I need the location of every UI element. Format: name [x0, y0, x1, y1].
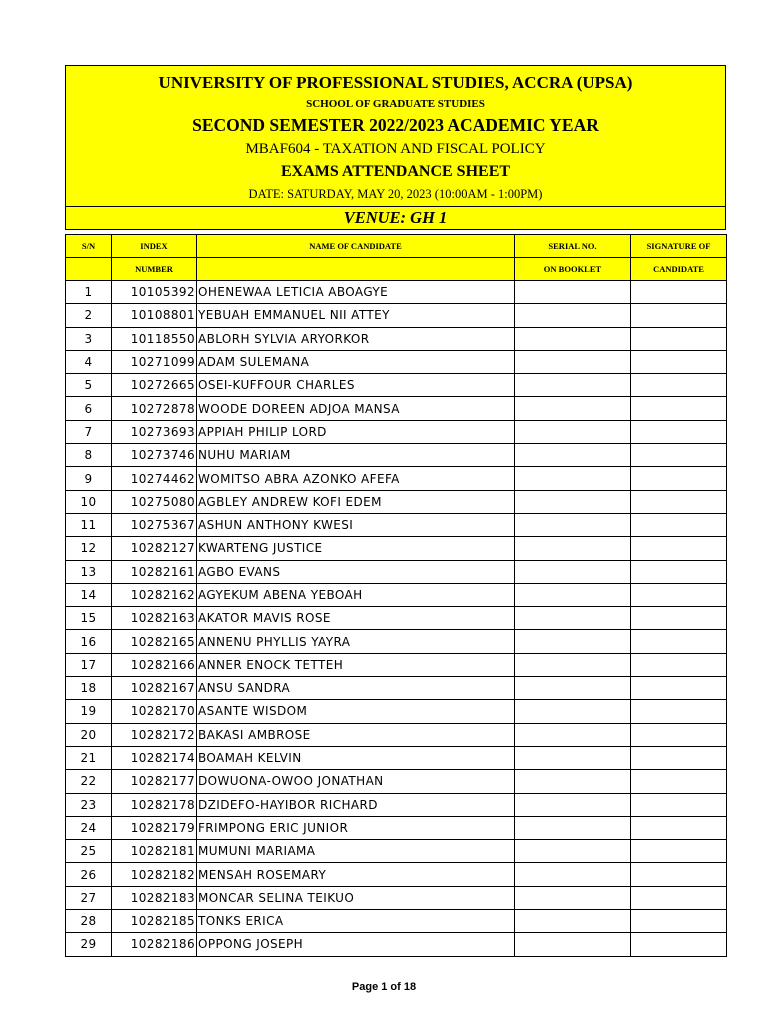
sn-cell: 12	[66, 537, 112, 560]
index-number-cell: 10108801	[112, 304, 197, 327]
table-header-row-2	[66, 258, 727, 281]
university-title: UNIVERSITY OF PROFESSIONAL STUDIES, ACCRA (UPSA)	[158, 73, 633, 92]
table-row	[66, 304, 727, 327]
signature-cell[interactable]	[631, 374, 727, 397]
table-row	[66, 933, 727, 956]
col-serial-header-2: ON BOOKLET	[515, 258, 631, 281]
table-row	[66, 863, 727, 886]
index-number-cell: 10282167	[112, 677, 197, 700]
index-number-cell: 10282166	[112, 653, 197, 676]
index-number-cell: 10282182	[112, 863, 197, 886]
table-row	[66, 420, 727, 443]
table-row	[66, 886, 727, 909]
candidate-name-cell: BAKASI AMBROSE	[197, 723, 515, 746]
index-number-cell: 10105392	[112, 281, 197, 304]
col-index-header-2: NUMBER	[112, 258, 197, 281]
table-row	[66, 397, 727, 420]
attendance-table	[65, 234, 727, 957]
sn-cell: 15	[66, 607, 112, 630]
candidate-name-cell: ASANTE WISDOM	[197, 700, 515, 723]
signature-cell[interactable]	[631, 770, 727, 793]
candidate-name-cell: AKATOR MAVIS ROSE	[197, 607, 515, 630]
sheet-title: EXAMS ATTENDANCE SHEET	[280, 163, 511, 180]
serial-booklet-cell[interactable]	[515, 607, 631, 630]
serial-booklet-cell[interactable]	[515, 583, 631, 606]
sn-cell: 8	[66, 444, 112, 467]
col-serial-header: SERIAL NO.	[515, 235, 631, 258]
table-row	[66, 560, 727, 583]
serial-booklet-cell[interactable]	[515, 770, 631, 793]
signature-cell[interactable]	[631, 513, 727, 536]
table-row	[66, 607, 727, 630]
signature-cell[interactable]	[631, 723, 727, 746]
candidate-name-cell: ABLORH SYLVIA ARYORKOR	[197, 327, 515, 350]
candidate-name-cell: APPIAH PHILIP LORD	[197, 420, 515, 443]
candidate-name-cell: OPPONG JOSEPH	[197, 933, 515, 956]
sn-cell: 5	[66, 374, 112, 397]
candidate-name-cell: AGBLEY ANDREW KOFI EDEM	[197, 490, 515, 513]
signature-cell[interactable]	[631, 350, 727, 373]
candidate-name-cell: OHENEWAA LETICIA ABOAGYE	[197, 281, 515, 304]
index-number-cell: 10274462	[112, 467, 197, 490]
sn-cell: 20	[66, 723, 112, 746]
index-number-cell: 10282172	[112, 723, 197, 746]
sn-cell: 24	[66, 816, 112, 839]
table-row	[66, 281, 727, 304]
serial-booklet-cell[interactable]	[515, 374, 631, 397]
signature-cell[interactable]	[631, 863, 727, 886]
index-number-cell: 10282183	[112, 886, 197, 909]
sn-cell: 4	[66, 350, 112, 373]
serial-booklet-cell[interactable]	[515, 537, 631, 560]
sn-cell: 19	[66, 700, 112, 723]
candidate-name-cell: TONKS ERICA	[197, 910, 515, 933]
signature-cell[interactable]	[631, 816, 727, 839]
sn-cell: 29	[66, 933, 112, 956]
sn-cell: 28	[66, 910, 112, 933]
table-row	[66, 677, 727, 700]
index-number-cell: 10272665	[112, 374, 197, 397]
candidate-name-cell: YEBUAH EMMANUEL NII ATTEY	[197, 304, 515, 327]
sn-cell: 13	[66, 560, 112, 583]
serial-booklet-cell[interactable]	[515, 863, 631, 886]
table-row	[66, 490, 727, 513]
index-number-cell: 10272878	[112, 397, 197, 420]
signature-cell[interactable]	[631, 746, 727, 769]
index-number-cell: 10282127	[112, 537, 197, 560]
candidate-name-cell: WOODE DOREEN ADJOA MANSA	[197, 397, 515, 420]
index-number-cell: 10271099	[112, 350, 197, 373]
col-signature-header-2: CANDIDATE	[631, 258, 727, 281]
candidate-name-cell: FRIMPONG ERIC JUNIOR	[197, 816, 515, 839]
col-index-header: INDEX	[112, 235, 197, 258]
serial-booklet-cell[interactable]	[515, 886, 631, 909]
serial-booklet-cell[interactable]	[515, 560, 631, 583]
signature-cell[interactable]	[631, 327, 727, 350]
serial-booklet-cell[interactable]	[515, 444, 631, 467]
school-name: SCHOOL OF GRADUATE STUDIES	[306, 98, 485, 110]
serial-booklet-cell[interactable]	[515, 910, 631, 933]
index-number-cell: 10282177	[112, 770, 197, 793]
signature-cell[interactable]	[631, 420, 727, 443]
serial-booklet-cell[interactable]	[515, 327, 631, 350]
col-signature-header: SIGNATURE OF	[631, 235, 727, 258]
candidate-name-cell: MONCAR SELINA TEIKUO	[197, 886, 515, 909]
sn-cell: 21	[66, 746, 112, 769]
exam-date: DATE: SATURDAY, MAY 20, 2023 (10:00AM - 1:00PM)	[66, 183, 725, 207]
signature-cell[interactable]	[631, 397, 727, 420]
table-row	[66, 653, 727, 676]
serial-booklet-cell[interactable]	[515, 420, 631, 443]
index-number-cell: 10273746	[112, 444, 197, 467]
serial-booklet-cell[interactable]	[515, 746, 631, 769]
page-number: Page 1 of 18	[351, 981, 417, 993]
sn-cell: 27	[66, 886, 112, 909]
candidate-name-cell: ANSU SANDRA	[197, 677, 515, 700]
sn-cell: 16	[66, 630, 112, 653]
index-number-cell: 10275080	[112, 490, 197, 513]
signature-cell[interactable]	[631, 537, 727, 560]
index-number-cell: 10282170	[112, 700, 197, 723]
signature-cell[interactable]	[631, 630, 727, 653]
index-number-cell: 10282185	[112, 910, 197, 933]
attendance-sheet	[65, 65, 726, 957]
signature-cell[interactable]	[631, 583, 727, 606]
table-row	[66, 444, 727, 467]
serial-booklet-cell[interactable]	[515, 490, 631, 513]
table-row	[66, 374, 727, 397]
table-row	[66, 700, 727, 723]
table-row	[66, 467, 727, 490]
sn-cell: 10	[66, 490, 112, 513]
serial-booklet-cell[interactable]	[515, 513, 631, 536]
sn-cell: 23	[66, 793, 112, 816]
serial-booklet-cell[interactable]	[515, 630, 631, 653]
index-number-cell: 10282165	[112, 630, 197, 653]
serial-booklet-cell[interactable]	[515, 397, 631, 420]
signature-cell[interactable]	[631, 281, 727, 304]
candidate-name-cell: NUHU MARIAM	[197, 444, 515, 467]
signature-cell[interactable]	[631, 840, 727, 863]
venue-label: VENUE: GH 1	[66, 207, 725, 230]
index-number-cell: 10282174	[112, 746, 197, 769]
signature-cell[interactable]	[631, 304, 727, 327]
index-number-cell: 10282161	[112, 560, 197, 583]
table-row	[66, 583, 727, 606]
sn-cell: 18	[66, 677, 112, 700]
signature-cell[interactable]	[631, 910, 727, 933]
serial-booklet-cell[interactable]	[515, 723, 631, 746]
index-number-cell: 10282181	[112, 840, 197, 863]
candidate-name-cell: MUMUNI MARIAMA	[197, 840, 515, 863]
table-row	[66, 327, 727, 350]
candidate-name-cell: ADAM SULEMANA	[197, 350, 515, 373]
candidate-name-cell: ASHUN ANTHONY KWESI	[197, 513, 515, 536]
candidate-name-cell: OSEI-KUFFOUR CHARLES	[197, 374, 515, 397]
table-row	[66, 793, 727, 816]
sn-cell: 11	[66, 513, 112, 536]
candidate-name-cell: AGBO EVANS	[197, 560, 515, 583]
signature-cell[interactable]	[631, 700, 727, 723]
serial-booklet-cell[interactable]	[515, 677, 631, 700]
sn-cell: 1	[66, 281, 112, 304]
index-number-cell: 10282179	[112, 816, 197, 839]
serial-booklet-cell[interactable]	[515, 700, 631, 723]
signature-cell[interactable]	[631, 793, 727, 816]
sn-cell: 26	[66, 863, 112, 886]
signature-cell[interactable]	[631, 677, 727, 700]
signature-cell[interactable]	[631, 933, 727, 956]
sn-cell: 3	[66, 327, 112, 350]
table-header-row	[66, 235, 727, 258]
serial-booklet-cell[interactable]	[515, 840, 631, 863]
index-number-cell: 10282178	[112, 793, 197, 816]
col-name-header-2	[197, 258, 515, 281]
sn-cell: 14	[66, 583, 112, 606]
table-row	[66, 770, 727, 793]
signature-cell[interactable]	[631, 490, 727, 513]
candidate-name-cell: DZIDEFO-HAYIBOR RICHARD	[197, 793, 515, 816]
serial-booklet-cell[interactable]	[515, 304, 631, 327]
table-row	[66, 723, 727, 746]
serial-booklet-cell[interactable]	[515, 281, 631, 304]
serial-booklet-cell[interactable]	[515, 816, 631, 839]
signature-cell[interactable]	[631, 444, 727, 467]
table-row	[66, 816, 727, 839]
index-number-cell: 10282163	[112, 607, 197, 630]
table-row	[66, 537, 727, 560]
sn-cell: 2	[66, 304, 112, 327]
serial-booklet-cell[interactable]	[515, 653, 631, 676]
index-number-cell: 10118550	[112, 327, 197, 350]
index-number-cell: 10282162	[112, 583, 197, 606]
sn-cell: 25	[66, 840, 112, 863]
col-name-header: NAME OF CANDIDATE	[197, 235, 515, 258]
index-number-cell: 10275367	[112, 513, 197, 536]
serial-booklet-cell[interactable]	[515, 793, 631, 816]
candidate-name-cell: DOWUONA-OWOO JONATHAN	[197, 770, 515, 793]
signature-cell[interactable]	[631, 886, 727, 909]
sn-cell: 22	[66, 770, 112, 793]
semester-title: SECOND SEMESTER 2022/2023 ACADEMIC YEAR	[192, 115, 599, 135]
candidate-name-cell: ANNENU PHYLLIS YAYRA	[197, 630, 515, 653]
sheet-header-banner	[65, 65, 726, 230]
sn-cell: 9	[66, 467, 112, 490]
candidate-name-cell: BOAMAH KELVIN	[197, 746, 515, 769]
col-sn-header-2	[66, 258, 112, 281]
table-row	[66, 513, 727, 536]
table-row	[66, 840, 727, 863]
candidate-name-cell: AGYEKUM ABENA YEBOAH	[197, 583, 515, 606]
table-row	[66, 630, 727, 653]
candidate-name-cell: WOMITSO ABRA AZONKO AFEFA	[197, 467, 515, 490]
table-row	[66, 910, 727, 933]
serial-booklet-cell[interactable]	[515, 350, 631, 373]
serial-booklet-cell[interactable]	[515, 933, 631, 956]
signature-cell[interactable]	[631, 653, 727, 676]
index-number-cell: 10282186	[112, 933, 197, 956]
index-number-cell: 10273693	[112, 420, 197, 443]
candidate-name-cell: MENSAH ROSEMARY	[197, 863, 515, 886]
candidate-name-cell: KWARTENG JUSTICE	[197, 537, 515, 560]
sn-cell: 6	[66, 397, 112, 420]
signature-cell[interactable]	[631, 607, 727, 630]
signature-cell[interactable]	[631, 560, 727, 583]
sn-cell: 17	[66, 653, 112, 676]
signature-cell[interactable]	[631, 467, 727, 490]
candidate-name-cell: ANNER ENOCK TETTEH	[197, 653, 515, 676]
sn-cell: 7	[66, 420, 112, 443]
col-sn-header: S/N	[66, 235, 112, 258]
serial-booklet-cell[interactable]	[515, 467, 631, 490]
course-title: MBAF604 - TAXATION AND FISCAL POLICY	[245, 141, 546, 157]
table-row	[66, 350, 727, 373]
table-row	[66, 746, 727, 769]
